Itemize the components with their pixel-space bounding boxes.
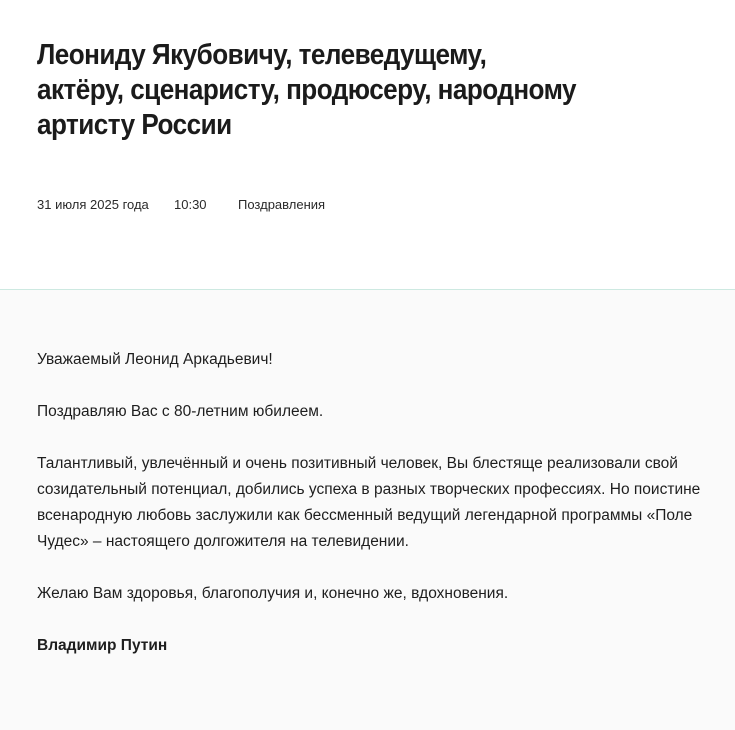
greeting-paragraph: Уважаемый Леонид Аркадьевич! — [37, 351, 273, 368]
signature: Владимир Путин — [37, 637, 168, 654]
article-body — [0, 290, 735, 730]
main-paragraph: Талантливый, увлечённый и очень позитивный человек, Вы блестяще реализовали свой созидательный потенциал, добились успеха в разных творческих профессиях. Но поистине всенародную любовь заслужили как бессменный ведущий легендарной программы «Поле Чудес» – настоящего долгожителя на телевидении. — [37, 455, 701, 550]
congrats-paragraph: Поздравляю Вас с 80-летним юбилеем. — [37, 403, 324, 420]
article-header — [0, 0, 735, 289]
page-title: Леониду Якубовичу, телеведущему, актёру, сценаристу, продюсеру, народному артисту России — [37, 39, 577, 141]
article-text — [37, 347, 717, 685]
category-link[interactable]: Поздравления — [238, 197, 326, 212]
wishes-paragraph: Желаю Вам здоровья, благополучия и, конечно же, вдохновения. — [37, 585, 509, 602]
publish-time: 10:30 — [174, 197, 207, 212]
publish-date: 31 июля 2025 года — [37, 197, 149, 212]
